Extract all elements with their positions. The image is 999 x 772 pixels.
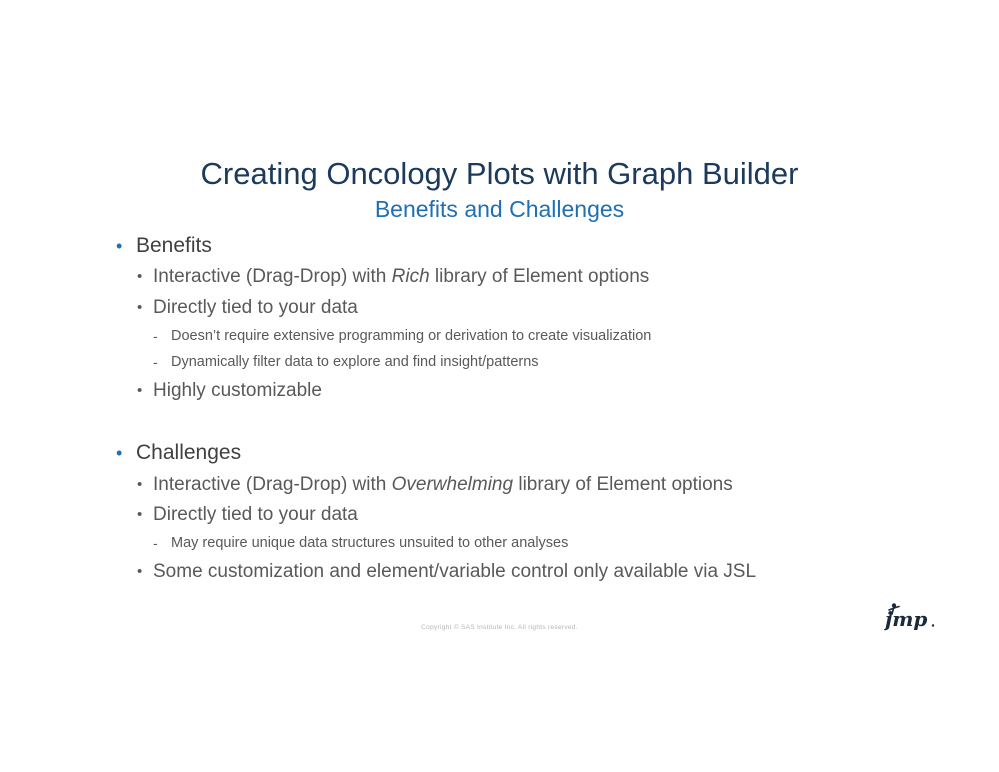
- bullet-icon: •: [137, 476, 143, 493]
- bullet-challenges: [116, 440, 242, 466]
- bullet-text-end: library of Element options: [513, 474, 733, 495]
- sub-bullet-filter: [153, 352, 539, 372]
- dash-icon: -: [153, 535, 158, 551]
- sub-bullet-text: May require unique data structures unsuited to other analyses: [171, 535, 569, 551]
- sub-bullet-data-structures: [153, 533, 569, 553]
- bullet-icon: •: [137, 563, 143, 580]
- sub-bullet-text: Doesn’t require extensive programming or derivation to create visualization: [171, 328, 652, 344]
- slide-subtitle: Benefits and Challenges: [374, 196, 625, 222]
- bullet-text: Interactive (Drag-Drop) with: [153, 474, 392, 495]
- copyright-notice: Copyright © SAS Institute Inc. All rights reserved.: [421, 624, 578, 631]
- bullet-text: Directly tied to your data: [153, 504, 358, 525]
- bullet-icon: •: [116, 443, 123, 463]
- bullet-text: Interactive (Drag-Drop) with: [153, 266, 392, 287]
- sub-bullet-text: Dynamically filter data to explore and find insight/patterns: [171, 354, 539, 370]
- bullet-icon: •: [137, 268, 143, 285]
- bullet-icon: •: [137, 506, 143, 523]
- bullet-label: Benefits: [136, 234, 212, 257]
- dash-icon: -: [153, 354, 158, 370]
- bullet-emphasis: Overwhelming: [391, 474, 514, 495]
- bullet-text-end: library of Element options: [429, 266, 650, 287]
- bullet-benefits-interactive: [137, 265, 650, 289]
- bullet-text: Highly customizable: [153, 380, 322, 401]
- bullet-benefits: [116, 233, 212, 259]
- bullet-benefits-tied: [137, 296, 358, 320]
- dash-icon: -: [153, 328, 158, 344]
- slide-title: Creating Oncology Plots with Graph Builder: [200, 156, 799, 191]
- bullet-label: Challenges: [136, 441, 242, 464]
- bullet-icon: •: [137, 299, 143, 316]
- bullet-text: Some customization and element/variable control only available via JSL: [153, 561, 757, 582]
- bullet-challenges-interactive: [137, 473, 733, 497]
- sub-bullet-programming: [153, 326, 652, 346]
- bullet-challenges-tied: [137, 503, 358, 527]
- bullet-emphasis: Rich: [391, 266, 430, 287]
- logo-wordmark: jmp: [885, 607, 928, 631]
- bullet-icon: •: [137, 382, 143, 399]
- jmp-logo-icon: [884, 602, 936, 632]
- bullet-icon: •: [116, 236, 123, 256]
- bullet-challenges-jsl: [137, 560, 757, 584]
- bullet-benefits-custom: [137, 379, 322, 403]
- bullet-text: Directly tied to your data: [153, 297, 358, 318]
